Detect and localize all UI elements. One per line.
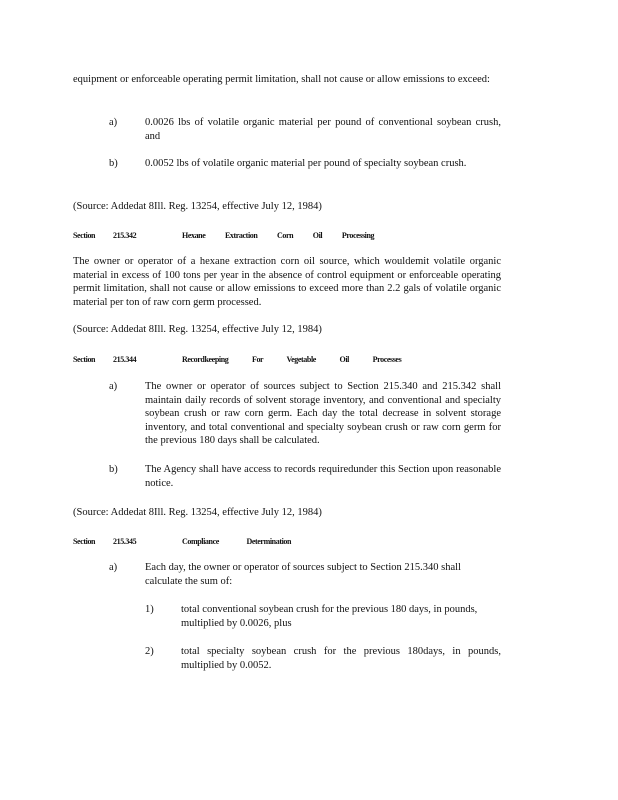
section-number: 215.345 [113,537,137,546]
source-note: (Source: Addedat 8Ill. Reg. 13254, effective July 12, 1984) [73,507,322,518]
list-label: a) [109,117,118,128]
section-word: Section [73,355,96,364]
list-label: a) [109,562,118,573]
list-label: b) [109,464,118,475]
list-item-text: The owner or operator of sources subject to Section 215.340 and 215.342 shall maintain daily records of solvent storage inventory, and conventional and specialty soybean crush or raw corn germ. Each day the total decrease in solvent storage inventory, and total conventional and specialty soybean crush or raw corn germ for the previous 180 days shall be calculated. [145,381,501,446]
sub-list-item-text: total conventional soybean crush for the previous 180 days, in pounds, multiplied by 0.0026, plus [181,604,478,629]
section-word: Section [73,231,96,240]
intro-paragraph: equipment or enforceable operating permit limitation, shall not cause or allow emissions to exceed: [73,74,490,85]
list-label: a) [109,381,118,392]
section-paragraph: The owner or operator of a hexane extraction corn oil source, which wouldemit volatile organic material in excess of 100 tons per year in the absence of control equipment or enforceable operating permit limitation, shall not cause or allow emissions to exceed more than 2.2 gals of volatile organic material per ton of raw corn germ processed. [73,256,501,308]
section-heading-215-344 [73,353,503,365]
section-title: Recordkeeping For Vegetable Oil Processes [182,355,402,364]
section-word: Section [73,537,96,546]
section-heading-215-345 [73,535,503,547]
source-note: (Source: Addedat 8Ill. Reg. 13254, effective July 12, 1984) [73,324,322,335]
list-label: b) [109,158,118,169]
list-item-text: The Agency shall have access to records requiredunder this Section upon reasonable notice. [145,464,501,489]
section-heading-215-342 [73,229,503,241]
section-title: Hexane Extraction Corn Oil Processing [182,231,375,240]
source-note: (Source: Addedat 8Ill. Reg. 13254, effective July 12, 1984) [73,201,322,212]
sub-list-label: 1) [145,604,154,615]
list-item-text: 0.0026 lbs of volatile organic material per pound of conventional soybean crush, and [145,117,501,142]
section-number: 215.344 [113,355,137,364]
section-title: Compliance Determination [182,537,292,546]
list-item-text: 0.0052 lbs of volatile organic material per pound of specialty soybean crush. [145,158,467,169]
section-number: 215.342 [113,231,137,240]
sub-list-item-text: total specialty soybean crush for the previous 180days, in pounds, multiplied by 0.0052. [181,646,501,671]
list-item-text: Each day, the owner or operator of sources subject to Section 215.340 shall calculate the sum of: [145,562,461,587]
sub-list-label: 2) [145,646,154,657]
